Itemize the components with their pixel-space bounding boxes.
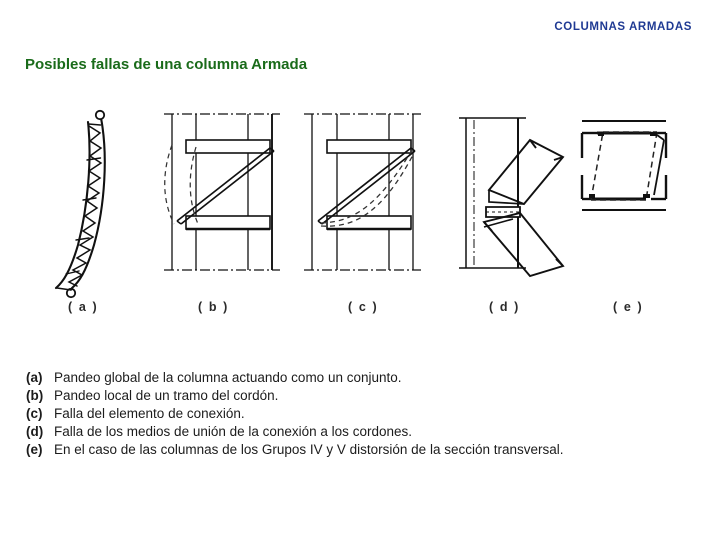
panel-caption-d: ( d ): [489, 300, 520, 314]
legend-key: (c): [26, 406, 43, 421]
legend-key: (d): [26, 424, 44, 439]
legend-key: (e): [26, 442, 43, 457]
batten-plate-lower: [186, 216, 270, 229]
panel-b-local-buckling: [164, 114, 280, 270]
panel-e-cross-section-distortion: [582, 121, 666, 210]
panel-caption-c: ( c ): [348, 300, 379, 314]
original-section-outline: [582, 133, 666, 199]
legend-item: [26, 442, 686, 460]
upper-diagonal-detached: [489, 140, 563, 204]
pin-support-top-icon: [96, 111, 104, 119]
panel-c-connection-element-failure: [304, 114, 421, 270]
panel-caption-row: [0, 300, 720, 326]
failure-mode-legend: [26, 370, 686, 460]
failure-modes-figure: [0, 100, 720, 330]
batten-plate-upper: [186, 140, 270, 153]
panel-caption-e: ( e ): [613, 300, 644, 314]
legend-text: Falla del elemento de conexión.: [54, 406, 245, 421]
batten-plate-lower: [327, 216, 411, 229]
legend-text: Pandeo local de un tramo del cordón.: [54, 388, 279, 403]
buckled-diagonal-outline-1: [321, 150, 412, 223]
panel-caption-a: ( a ): [68, 300, 99, 314]
legend-item: [26, 388, 686, 406]
legend-text: En el caso de las columnas de los Grupos IV y V distorsión de la sección transversal.: [54, 442, 564, 457]
legend-text: Pandeo global de la columna actuando como un conjunto.: [54, 370, 402, 385]
page-title: COLUMNAS ARMADAS: [554, 21, 692, 33]
panel-caption-b: ( b ): [198, 300, 229, 314]
legend-item: [26, 424, 686, 442]
lower-diagonal-detached: [484, 213, 563, 276]
legend-text: Falla de los medios de unión de la conexión a los cordones.: [54, 424, 412, 439]
connection-gusset: [486, 207, 520, 217]
legend-item: [26, 406, 686, 424]
page-subtitle: Posibles fallas de una columna Armada: [25, 56, 308, 73]
legend-key: (a): [26, 370, 43, 385]
batten-plate-upper: [327, 140, 411, 153]
panel-a-global-buckling: [56, 111, 105, 297]
panel-d-fastener-failure: [459, 118, 563, 276]
distorted-section-outline: [591, 132, 657, 200]
legend-item: [26, 370, 686, 388]
legend-key: (b): [26, 388, 44, 403]
